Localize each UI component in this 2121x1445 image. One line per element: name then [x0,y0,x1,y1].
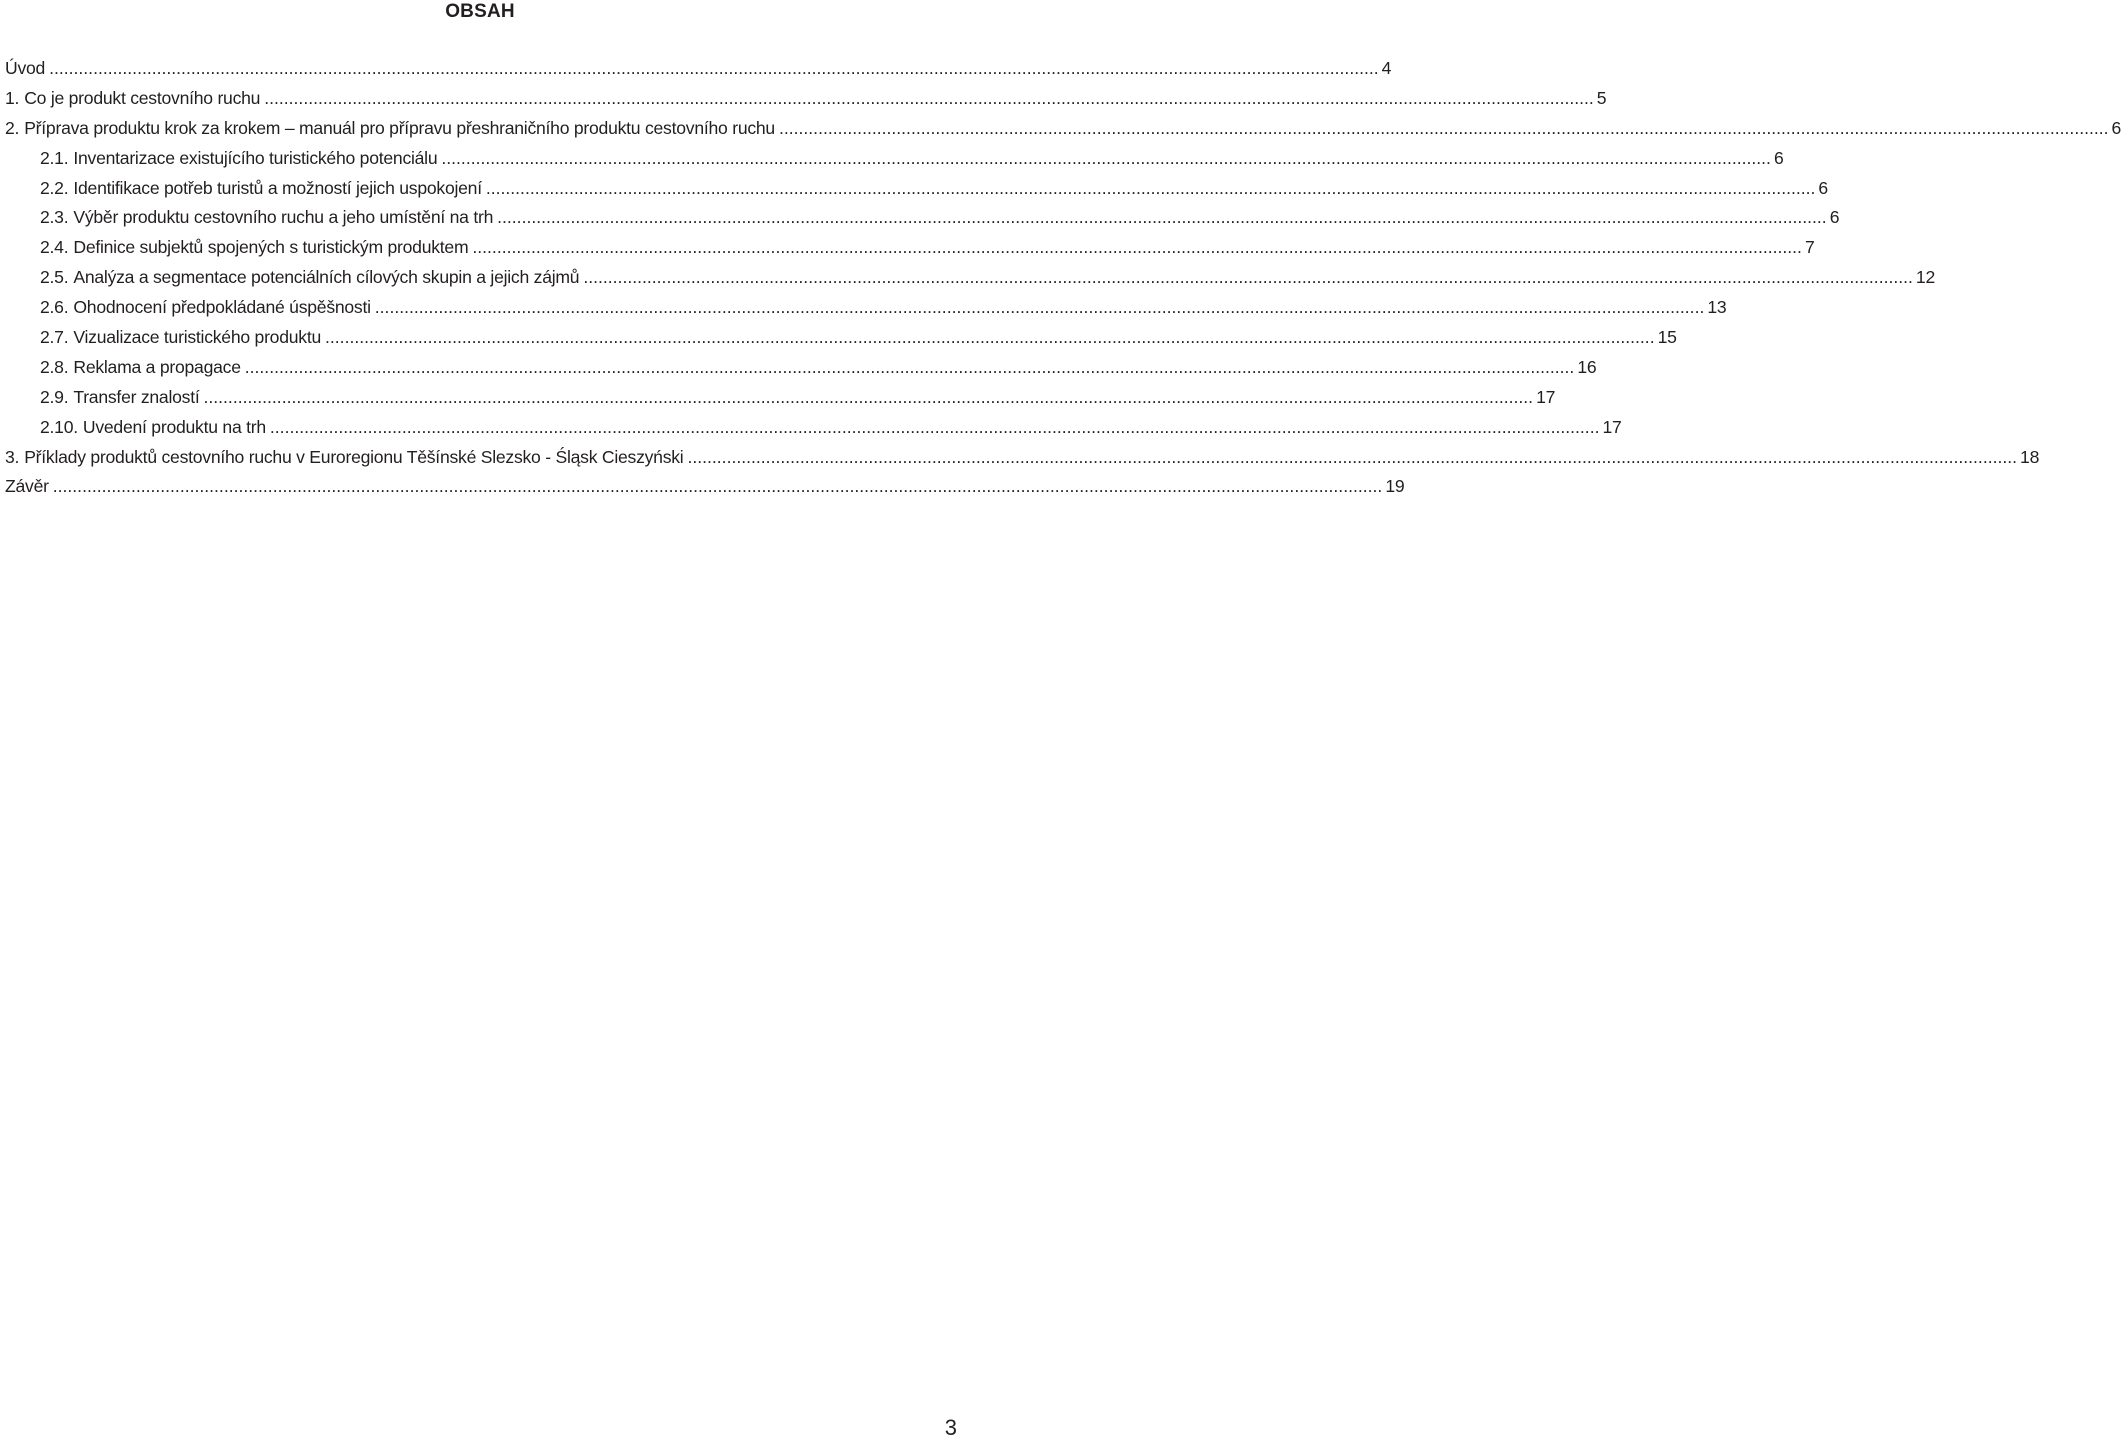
toc-entry-page: 5 [1596,87,1607,108]
toc-entry-text: Ohodnocení předpokládané úspěšnosti [73,297,371,318]
toc-entry-page: 15 [1657,327,1677,348]
toc-entry-label [5,84,260,114]
toc-entry-text: Transfer znalostí [73,386,200,407]
toc-entry[interactable] [5,263,1935,293]
toc-entry-number: 1. [5,87,20,108]
toc-entry-number: 2.8. [40,356,69,377]
toc-entry-label [40,263,579,293]
toc-dot-leader [472,233,1802,263]
toc-entry-text: Příklady produktů cestovního ruchu v Euroregionu Těšínské Slezsko - Śląsk Cieszyński [24,446,684,467]
toc-entry-text: Inventarizace existujícího turistického potenciálu [73,147,438,168]
toc-entry-number: 2.1. [40,147,69,168]
toc-entry-label [40,293,371,323]
toc-entry-text: Vizualizace turistického produktu [73,327,322,348]
toc-entry[interactable] [5,174,1828,204]
toc-entry-label [5,472,49,502]
toc-entry-page: 12 [1915,267,1935,288]
toc-dot-leader [375,293,1705,323]
toc-entry-page: 6 [1773,147,1784,168]
toc-entry-page: 17 [1602,416,1622,437]
toc-entry-label [5,443,683,473]
toc-dot-leader [497,203,1827,233]
toc-dot-leader [687,443,2017,473]
toc-entry-label [40,144,437,174]
toc-dot-leader [270,413,1600,443]
toc-entry-text: Závěr [5,476,49,497]
toc-entry-page: 6 [1829,207,1840,228]
toc-entry[interactable] [5,293,1727,323]
toc-dot-leader [325,323,1655,353]
toc-entry[interactable] [5,233,1815,263]
toc-entry-page: 7 [1804,237,1815,258]
table-of-contents [5,54,2121,502]
toc-entry-text: Příprava produktu krok za krokem – manuál pro přípravu přeshraničního produktu cestovního ruchu [24,117,775,138]
toc-entry[interactable] [5,84,1607,114]
toc-entry-label [40,323,321,353]
toc-entry[interactable] [5,54,1392,84]
toc-dot-leader [203,383,1533,413]
toc-entry-page: 13 [1707,297,1727,318]
toc-entry-page: 4 [1381,58,1392,78]
toc-dot-leader [49,54,1379,84]
toc-entry[interactable] [5,203,1840,233]
toc-entry-text: Úvod [5,58,46,78]
toc-entry-number: 2. [5,117,20,138]
toc-entry[interactable] [5,472,1405,502]
toc-entry-label [40,383,199,413]
toc-entry-page: 6 [2111,117,2121,138]
toc-dot-leader [486,174,1816,204]
toc-entry-number: 2.3. [40,207,69,228]
toc-entry[interactable] [5,443,2040,473]
toc-dot-leader [779,114,2109,144]
toc-entry-number: 2.9. [40,386,69,407]
toc-entry-page: 17 [1536,386,1556,407]
toc-entry[interactable] [5,353,1597,383]
page-title: OBSAH [445,1,515,22]
toc-entry-number: 2.2. [40,177,69,198]
toc-entry-page: 16 [1577,356,1597,377]
toc-entry[interactable] [5,413,1622,443]
toc-entry-page: 18 [2020,446,2040,467]
toc-entry-text: Reklama a propagace [73,356,241,377]
page-number: 3 [944,1415,957,1440]
toc-entry[interactable] [5,144,1784,174]
toc-entry-number: 2.7. [40,327,69,348]
toc-entry-number: 2.6. [40,297,69,318]
toc-entry-page: 19 [1385,476,1405,497]
toc-entry[interactable] [5,383,1556,413]
toc-entry-number: 2.4. [40,237,69,258]
toc-dot-leader [583,263,1913,293]
toc-dot-leader [441,144,1771,174]
toc-entry-number: 3. [5,446,20,467]
toc-entry[interactable] [5,323,1677,353]
toc-entry-label [40,174,482,204]
toc-entry-label [40,203,493,233]
toc-entry-text: Výběr produktu cestovního ruchu a jeho umístění na trh [73,207,494,228]
toc-entry-label [5,114,775,144]
toc-entry-label [40,353,241,383]
toc-entry-number: 2.10. [40,416,78,437]
toc-entry[interactable] [5,114,2121,144]
toc-entry-label [5,54,45,84]
toc-entry-label [40,413,266,443]
toc-entry-number: 2.5. [40,267,69,288]
toc-entry-text: Identifikace potřeb turistů a možností jejich uspokojení [73,177,482,198]
toc-entry-text: Uvedení produktu na trh [82,416,266,437]
toc-dot-leader [264,84,1594,114]
toc-entry-text: Definice subjektů spojených s turistickým produktem [73,237,469,258]
toc-entry-text: Analýza a segmentace potenciálních cílových skupin a jejich zájmů [73,267,580,288]
toc-entry-page: 6 [1818,177,1828,198]
toc-dot-leader [53,472,1383,502]
toc-dot-leader [245,353,1575,383]
toc-entry-text: Co je produkt cestovního ruchu [24,87,261,108]
toc-entry-label [40,233,468,263]
